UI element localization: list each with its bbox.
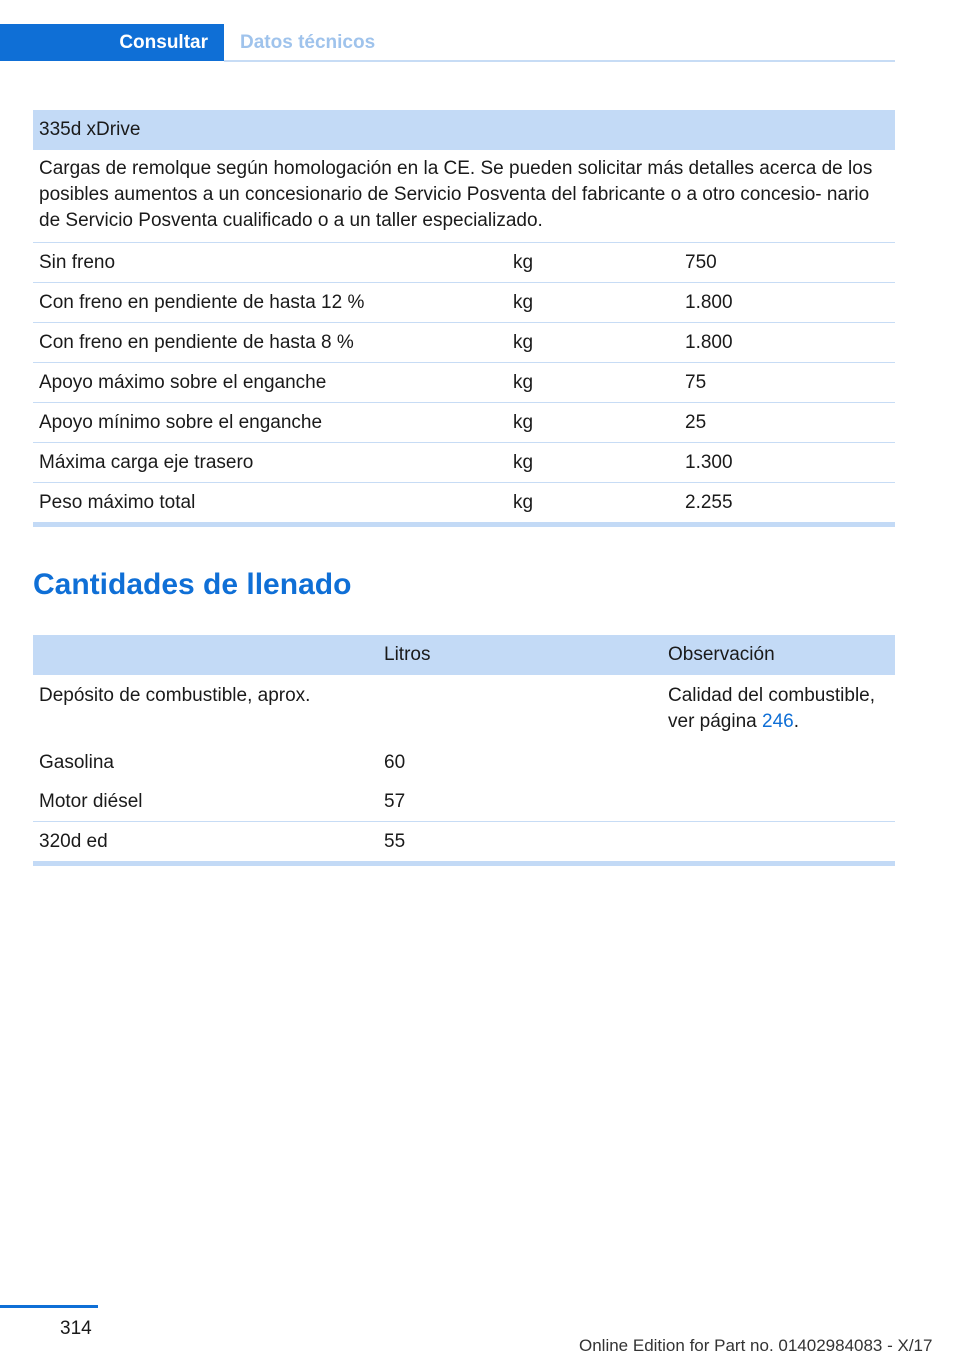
table-row bbox=[33, 743, 895, 782]
row-unit: kg bbox=[507, 483, 679, 525]
column-header-litros: Litros bbox=[378, 635, 662, 675]
row-value: 1.300 bbox=[679, 443, 895, 483]
row-unit: kg bbox=[507, 403, 679, 443]
page-number: 314 bbox=[60, 1318, 92, 1339]
row-unit: kg bbox=[507, 443, 679, 483]
row-unit: kg bbox=[507, 323, 679, 363]
row-unit: kg bbox=[507, 363, 679, 403]
row-label: Motor diésel bbox=[33, 782, 378, 822]
towing-note: Cargas de remolque según homologación en la CE. Se pueden solicitar más detalles acerca de los posibles aumentos a un concesionario de Servicio Posventa del fabricante o a otro concesio- nario de Servicio Posventa cualificado o a un taller especializado. bbox=[33, 150, 895, 243]
row-label: Apoyo mínimo sobre el enganche bbox=[33, 403, 507, 443]
table-row bbox=[33, 675, 895, 743]
header-divider bbox=[224, 60, 895, 62]
row-unit: kg bbox=[507, 283, 679, 323]
table-header-row bbox=[33, 635, 895, 675]
table-row bbox=[33, 403, 895, 443]
column-header-empty bbox=[33, 635, 378, 675]
table-row bbox=[33, 283, 895, 323]
section-title: Cantidades de llenado bbox=[33, 568, 352, 601]
model-name: 335d xDrive bbox=[33, 110, 895, 150]
table-row bbox=[33, 243, 895, 283]
row-unit: kg bbox=[507, 243, 679, 283]
table-note-row bbox=[33, 150, 895, 243]
row-note bbox=[662, 743, 895, 782]
row-label: Con freno en pendiente de hasta 12 % bbox=[33, 283, 507, 323]
table-header-row bbox=[33, 110, 895, 150]
row-label: 320d ed bbox=[33, 822, 378, 864]
table-row bbox=[33, 443, 895, 483]
table-row bbox=[33, 323, 895, 363]
row-value: 1.800 bbox=[679, 323, 895, 363]
note-end: . bbox=[793, 711, 799, 732]
row-label: Con freno en pendiente de hasta 8 % bbox=[33, 323, 507, 363]
note-text: Calidad del combustible, ver página bbox=[668, 685, 876, 732]
page-header bbox=[0, 24, 895, 62]
edition-text: Online Edition for Part no. 01402984083 - X/17 bbox=[579, 1336, 933, 1355]
row-liters: 60 bbox=[384, 751, 406, 773]
row-note bbox=[662, 675, 895, 743]
row-value: 1.800 bbox=[679, 283, 895, 323]
footer-divider bbox=[0, 1305, 98, 1308]
table-row bbox=[33, 363, 895, 403]
row-value: 25 bbox=[679, 403, 895, 443]
row-label: Depósito de combustible, aprox. bbox=[39, 685, 311, 706]
fill-quantities-table bbox=[33, 635, 895, 866]
row-value: 75 bbox=[679, 363, 895, 403]
tab-consultar[interactable]: Consultar bbox=[0, 24, 224, 61]
column-header-observacion: Observación bbox=[662, 635, 895, 675]
table-row bbox=[33, 483, 895, 525]
page-link[interactable]: 246 bbox=[762, 711, 794, 732]
row-liters bbox=[378, 675, 662, 743]
row-label: Sin freno bbox=[33, 243, 507, 283]
row-value: 750 bbox=[679, 243, 895, 283]
row-label: Gasolina bbox=[39, 751, 114, 773]
row-liters: 55 bbox=[378, 822, 662, 864]
row-liters: 57 bbox=[378, 782, 662, 822]
row-value: 2.255 bbox=[679, 483, 895, 525]
row-label: Apoyo máximo sobre el enganche bbox=[33, 363, 507, 403]
row-note bbox=[662, 782, 895, 822]
table-row bbox=[33, 782, 895, 822]
row-label: Peso máximo total bbox=[33, 483, 507, 525]
table-row bbox=[33, 822, 895, 864]
tab-datos-tecnicos[interactable]: Datos técnicos bbox=[240, 32, 376, 53]
towing-loads-table bbox=[33, 110, 895, 527]
row-note bbox=[662, 822, 895, 864]
row-label: Máxima carga eje trasero bbox=[33, 443, 507, 483]
